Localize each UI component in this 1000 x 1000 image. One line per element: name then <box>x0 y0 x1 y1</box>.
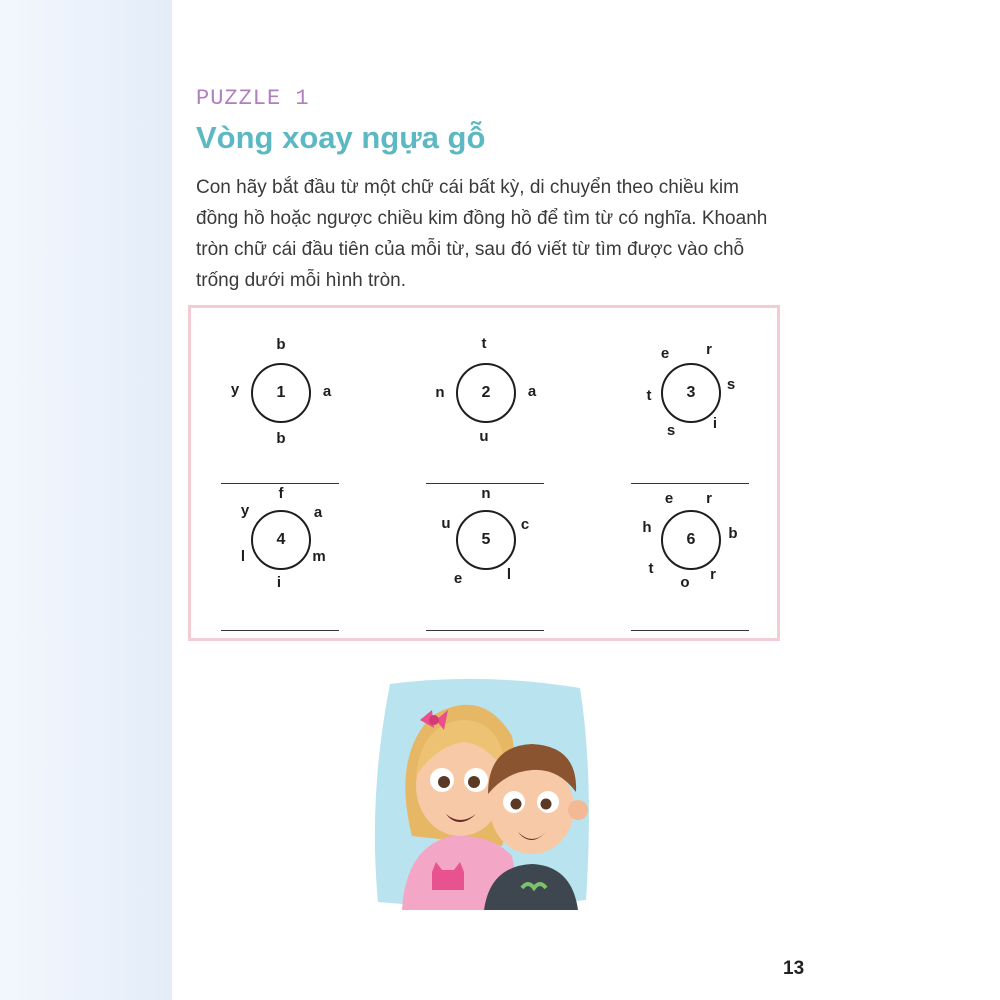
puzzle-number: 1 <box>276 384 286 401</box>
wheel-letter: t <box>481 335 487 352</box>
wheel-letter: r <box>710 566 716 583</box>
answer-line[interactable] <box>631 630 749 631</box>
puzzle-5 <box>396 480 576 650</box>
wheel-letter: t <box>648 560 654 577</box>
wheel-letter: r <box>706 490 712 507</box>
wheel-letter: s <box>726 376 736 393</box>
wheel-letter: h <box>642 519 652 536</box>
wheel-letter: a <box>313 504 323 521</box>
wheel-letter: c <box>520 516 530 533</box>
wheel-letter: e <box>453 570 463 587</box>
wheel-letter: b <box>276 336 286 353</box>
wheel-letter: n <box>435 384 445 401</box>
wheel-letter: u <box>479 428 489 445</box>
puzzle-label: PUZZLE 1 <box>196 86 310 111</box>
answer-line[interactable] <box>221 630 339 631</box>
wheel-letter: i <box>712 415 718 432</box>
wheel-letter: l <box>240 548 246 565</box>
wheel-letter: b <box>276 430 286 447</box>
puzzle-1 <box>191 333 371 503</box>
wheel-letter: u <box>441 515 451 532</box>
wheel-letter: s <box>666 422 676 439</box>
wheel-letter: t <box>646 387 652 404</box>
answer-line[interactable] <box>426 630 544 631</box>
page-gutter-shade <box>0 0 172 1000</box>
wheel-letter: m <box>312 548 326 565</box>
puzzle-grid <box>188 305 780 641</box>
wheel-letter: e <box>664 490 674 507</box>
wheel-letter: r <box>706 341 712 358</box>
wheel-letter: e <box>660 345 670 362</box>
instructions-text: Con hãy bắt đầu từ một chữ cái bất kỳ, di chuyển theo chiều kim đồng hồ hoặc ngược chiều kim đồng hồ để tìm từ có nghĩa. Khoanh tròn chữ cái đầu tiên của mỗi từ, sau đó viết từ tìm được vào chỗ trống dưới mỗi hình tròn. <box>196 177 768 291</box>
wheel-letter: f <box>278 485 284 502</box>
wheel-letter: n <box>481 485 491 502</box>
wheel-letter: b <box>728 525 738 542</box>
wheel-letter: a <box>527 383 537 400</box>
puzzle-number: 2 <box>481 384 491 401</box>
puzzle-number: 6 <box>686 531 696 548</box>
wheel-letter: i <box>276 574 282 591</box>
wheel-letter: a <box>322 383 332 400</box>
page-number: 13 <box>783 958 805 979</box>
page-title: Vòng xoay ngựa gỗ <box>196 120 486 155</box>
puzzle-3 <box>601 333 781 503</box>
puzzle-6 <box>601 480 781 650</box>
children-illustration-svg <box>372 676 592 910</box>
puzzle-number: 5 <box>481 531 491 548</box>
puzzle-2 <box>396 333 576 503</box>
wheel-letter: l <box>506 566 512 583</box>
puzzle-number: 4 <box>276 531 286 548</box>
wheel-letter: y <box>240 502 250 519</box>
puzzle-4 <box>191 480 371 650</box>
wheel-letter: y <box>230 381 240 398</box>
puzzle-number: 3 <box>686 384 696 401</box>
wheel-letter: o <box>680 574 690 591</box>
children-illustration <box>372 676 592 910</box>
